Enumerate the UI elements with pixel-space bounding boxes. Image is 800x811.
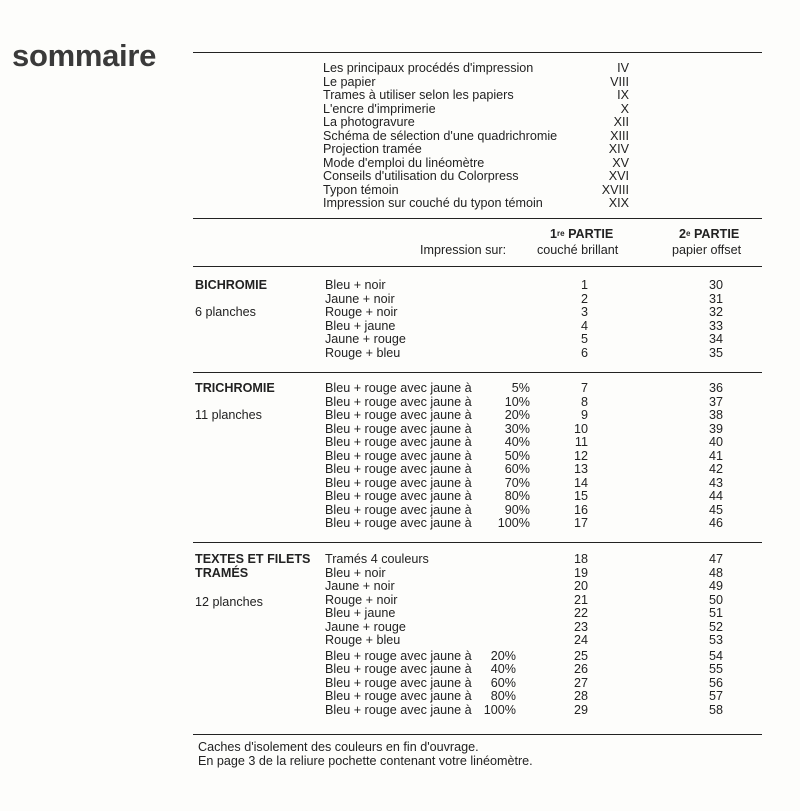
part1-page-number: 6 — [580, 345, 588, 360]
plate-entry-percent: 100% — [497, 516, 530, 530]
toc-entry-title: Mode d'emploi du linéomètre — [323, 155, 485, 170]
part2-page-number: 49 — [708, 579, 723, 593]
divider-header-bottom — [193, 266, 762, 267]
part1-page-number: 19 — [573, 565, 588, 580]
toc-entry-title: La photogravure — [323, 115, 415, 129]
part1-page-number: 17 — [573, 516, 588, 530]
plate-entry-percent: 70% — [504, 475, 530, 490]
section-planches-count: 12 planches — [195, 595, 263, 609]
divider-bottom — [193, 734, 762, 735]
toc-entry-page: XIII — [610, 128, 629, 143]
plate-entry-label: Bleu + rouge avec jaune à — [325, 516, 472, 530]
part1-page-number: 22 — [573, 606, 588, 620]
toc-entry-title: Trames à utiliser selon les papiers — [323, 88, 514, 102]
plate-entry-label: Bleu + rouge avec jaune à — [325, 435, 472, 449]
part1-page-number: 21 — [573, 592, 588, 607]
part1-page-number: 16 — [573, 502, 588, 517]
part2-page-number: 41 — [708, 448, 723, 463]
toc-entry-title: Impression sur couché du typon témoin — [323, 196, 543, 210]
part1-page-number: 4 — [580, 318, 588, 333]
plate-entry-label: Bleu + jaune — [325, 606, 396, 620]
toc-entry-page: XIX — [608, 196, 629, 210]
part1-page-number: 26 — [573, 662, 588, 676]
section-title: BICHROMIE — [195, 278, 268, 292]
plate-entry-label: Bleu + noir — [325, 278, 386, 292]
toc-entry-page: VIII — [610, 74, 629, 89]
plate-entry-label: Jaune + noir — [325, 579, 395, 593]
part1-page-number: 9 — [580, 408, 588, 422]
part2-paper: papier offset — [672, 243, 742, 257]
part2-heading: 2e PARTIE — [679, 227, 740, 241]
toc-entry-page: XV — [612, 155, 629, 170]
plate-entry-label: Bleu + rouge avec jaune à — [325, 675, 472, 690]
part2-page-number: 55 — [708, 662, 723, 676]
part1-page-number: 12 — [573, 448, 588, 463]
part2-page-number: 50 — [708, 592, 723, 607]
plate-entry-label: Bleu + rouge avec jaune à — [325, 702, 472, 717]
plate-entry-percent: 20% — [490, 648, 516, 663]
page-title: sommaire — [12, 38, 157, 73]
section-title: TEXTES ET FILETS — [195, 552, 311, 566]
impression-label: Impression sur: — [420, 243, 507, 257]
toc-entry-page: XII — [613, 115, 629, 129]
part2-page-number: 35 — [708, 345, 723, 360]
plate-entry-label: Bleu + rouge avec jaune à — [325, 648, 472, 663]
section-divider — [193, 542, 762, 543]
part1-page-number: 14 — [573, 475, 588, 490]
plate-entry-percent: 40% — [504, 435, 530, 449]
plate-entry-label: Bleu + rouge avec jaune à — [325, 448, 472, 463]
part2-page-number: 40 — [708, 435, 723, 449]
plate-entry-label: Tramés 4 couleurs — [325, 552, 429, 566]
part1-paper: couché brillant — [537, 243, 619, 257]
divider-header — [193, 218, 762, 219]
toc-entry-page: IV — [617, 61, 629, 75]
plate-entry-label: Bleu + rouge avec jaune à — [325, 462, 472, 476]
part1-page-number: 18 — [573, 552, 588, 566]
part2-page-number: 39 — [708, 421, 723, 436]
divider-top — [193, 52, 762, 53]
part2-page-number: 53 — [708, 633, 723, 647]
plate-entry-label: Bleu + noir — [325, 565, 386, 580]
part2-page-number: 45 — [708, 502, 723, 517]
plate-entry-percent: 10% — [504, 394, 530, 409]
part1-heading: 1re PARTIE — [550, 227, 614, 241]
plate-entry-label: Bleu + rouge avec jaune à — [325, 394, 472, 409]
plate-entry-percent: 40% — [490, 662, 516, 676]
plate-entry-percent: 30% — [504, 421, 530, 436]
plate-entry-label: Bleu + jaune — [325, 318, 396, 333]
part1-page-number: 28 — [573, 689, 588, 703]
plate-entry-label: Bleu + rouge avec jaune à — [325, 408, 472, 422]
plate-entry-label: Rouge + noir — [325, 592, 398, 607]
toc-entry-title: Schéma de sélection d'une quadrichromie — [323, 128, 558, 143]
part1-page-number: 29 — [573, 702, 588, 717]
part2-page-number: 31 — [708, 291, 723, 306]
part2-page-number: 47 — [708, 552, 723, 566]
section-divider — [193, 372, 762, 373]
part1-page-number: 27 — [573, 675, 588, 690]
toc-entry-page: IX — [617, 88, 629, 102]
part1-page-number: 25 — [573, 648, 588, 663]
plate-entry-label: Rouge + noir — [325, 305, 398, 319]
part2-page-number: 37 — [708, 394, 723, 409]
part2-page-number: 54 — [708, 648, 723, 663]
part2-page-number: 57 — [708, 689, 723, 703]
toc-entry-title: Le papier — [323, 74, 376, 89]
plate-entry-label: Bleu + rouge avec jaune à — [325, 502, 472, 517]
part2-page-number: 30 — [708, 278, 723, 292]
part1-page-number: 20 — [573, 579, 588, 593]
part1-page-number: 2 — [580, 291, 588, 306]
plate-entry-label: Bleu + rouge avec jaune à — [325, 421, 472, 436]
toc-entry-title: Typon témoin — [323, 182, 399, 197]
plate-entry-percent: 60% — [490, 675, 516, 690]
part2-page-number: 42 — [708, 462, 723, 476]
toc-entry-title: L'encre d'imprimerie — [323, 101, 436, 116]
part1-page-number: 5 — [580, 332, 588, 346]
plate-entry-percent: 20% — [504, 408, 530, 422]
section-planches-count: 11 planches — [195, 408, 262, 422]
toc-entry-title: Les principaux procédés d'impression — [323, 61, 534, 75]
part2-page-number: 58 — [708, 702, 723, 717]
part2-page-number: 51 — [708, 606, 723, 620]
part2-page-number: 36 — [708, 381, 723, 395]
part1-page-number: 24 — [573, 633, 588, 647]
part1-page-number: 13 — [573, 462, 588, 476]
section-planches-count: 6 planches — [195, 305, 256, 319]
part2-page-number: 43 — [708, 475, 723, 490]
plate-entry-label: Jaune + rouge — [325, 332, 406, 346]
plate-entry-label: Jaune + noir — [325, 291, 395, 306]
part2-page-number: 38 — [708, 408, 723, 422]
part1-page-number: 10 — [573, 421, 588, 436]
plate-entry-percent: 60% — [504, 462, 530, 476]
plate-entry-label: Bleu + rouge avec jaune à — [325, 689, 472, 703]
section-title: TRAMÉS — [195, 566, 249, 580]
part1-page-number: 1 — [580, 278, 588, 292]
part2-page-number: 48 — [708, 565, 723, 580]
toc-entry-title: Conseils d'utilisation du Colorpress — [323, 169, 519, 183]
part1-page-number: 8 — [580, 394, 588, 409]
toc-entry-page: XIV — [608, 142, 629, 156]
part2-page-number: 33 — [708, 318, 723, 333]
plate-entry-label: Rouge + bleu — [325, 345, 401, 360]
plate-entry-percent: 100% — [483, 702, 516, 717]
plate-entry-percent: 80% — [504, 489, 530, 503]
plate-entry-percent: 90% — [504, 502, 530, 517]
plate-entry-label: Bleu + rouge avec jaune à — [325, 475, 472, 490]
part2-page-number: 46 — [708, 516, 723, 530]
plate-entry-percent: 50% — [504, 448, 530, 463]
part1-page-number: 23 — [573, 619, 588, 634]
section-title: TRICHROMIE — [195, 381, 275, 395]
part1-page-number: 7 — [580, 381, 588, 395]
plate-entry-label: Bleu + rouge avec jaune à — [325, 489, 472, 503]
plate-entry-label: Rouge + bleu — [325, 633, 401, 647]
plate-entry-percent: 80% — [490, 689, 516, 703]
toc-entry-title: Projection tramée — [323, 142, 422, 156]
plate-entry-label: Bleu + rouge avec jaune à — [325, 662, 472, 676]
part2-page-number: 56 — [708, 675, 723, 690]
footer-note: En page 3 de la reliure pochette contenant votre linéomètre. — [198, 753, 533, 768]
plate-entry-percent: 5% — [511, 381, 530, 395]
part2-page-number: 34 — [708, 332, 723, 346]
toc-entry-page: X — [620, 101, 629, 116]
part1-page-number: 11 — [574, 435, 588, 449]
toc-entry-page: XVIII — [601, 182, 629, 197]
part1-page-number: 3 — [580, 305, 588, 319]
toc-entry-page: XVI — [608, 169, 629, 183]
plate-entry-label: Jaune + rouge — [325, 619, 406, 634]
plate-entry-label: Bleu + rouge avec jaune à — [325, 381, 472, 395]
part2-page-number: 32 — [708, 305, 723, 319]
footer-note: Caches d'isolement des couleurs en fin d'ouvrage. — [198, 740, 479, 754]
part1-page-number: 15 — [573, 489, 588, 503]
part2-page-number: 52 — [708, 619, 723, 634]
part2-page-number: 44 — [708, 489, 723, 503]
